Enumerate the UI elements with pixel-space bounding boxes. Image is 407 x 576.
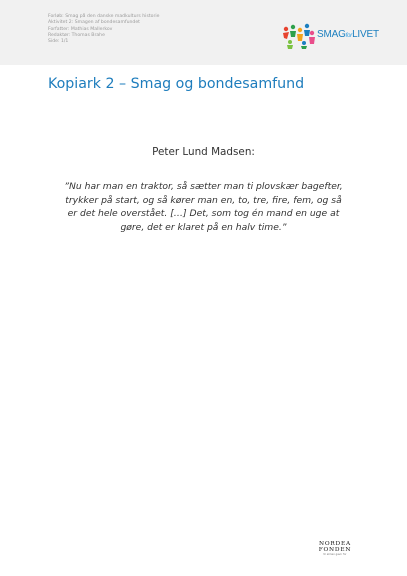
nordea-fonden-logo: [308, 541, 362, 561]
smag-for-livet-figures-icon: [282, 23, 316, 49]
quote-line: ”Nu har man en traktor, så sætter man ti plovskær bagefter,: [64, 181, 343, 192]
page-title: Kopiark 2 – Smag og bondesamfund: [48, 76, 305, 92]
document-metadata: [48, 14, 268, 45]
quote-line: gøre, det er klaret på en halv time.”: [120, 221, 287, 233]
nordea-logo-line2: FONDEN: [318, 547, 352, 554]
meta-line-page: Side: 1/1: [48, 39, 69, 45]
page-header: [0, 0, 407, 65]
meta-line-activity: Aktivitet 2: Smagen af bondesamfundet: [48, 20, 140, 26]
quote-line: er det hele overstået. […] Det, som tog én mand en uge at: [67, 208, 340, 220]
nordea-logo-line1: NORDEA: [318, 541, 352, 547]
logo-word-smag: SMAG: [317, 29, 346, 40]
quote-line: trykker på start, og så kører man en, to, tre, fire, fem, og så: [65, 194, 342, 206]
nordea-logo-tagline: til almen gavn for: [323, 553, 347, 557]
logo-word-for: for: [345, 33, 353, 39]
meta-line-course: Forløb: Smag på den danske madkulturs historie: [48, 14, 160, 19]
logo-wordmark: [317, 29, 379, 42]
smag-for-livet-logo: [282, 23, 377, 49]
quote-block: [40, 180, 367, 234]
meta-line-editor: Redaktør: Thomas Brahe: [48, 32, 105, 38]
meta-line-author: Forfatter: Mathias Mallerkov: [48, 26, 113, 32]
quote-author: Peter Lund Madsen:: [152, 146, 255, 158]
logo-word-livet: LIVET: [352, 29, 379, 40]
